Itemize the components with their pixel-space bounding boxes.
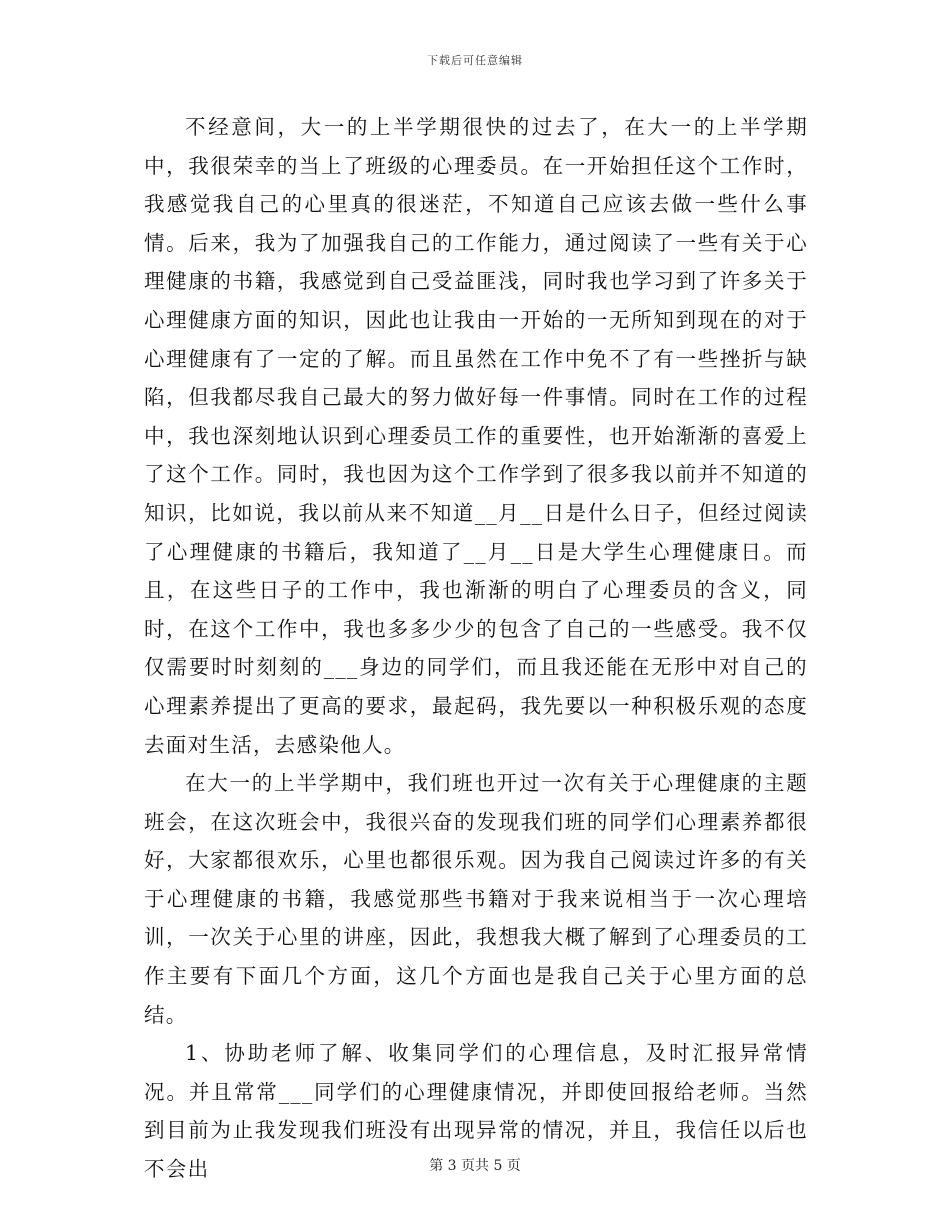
page-number: 第 3 页共 5 页 (429, 1158, 521, 1174)
page-header: 下载后可任意编辑 (427, 54, 523, 67)
document-body (144, 108, 808, 1189)
paragraph-class-meeting: 在大一的上半学期中，我们班也开过一次有关于心理健康的主题班会，在这次班会中，我很兴奋的发现我们班的同学们心理素养都很好，大家都很欢乐，心里也都很乐观。因为我自己阅读过许多的有关于心理健康的书籍，我感觉那些书籍对于我来说相当于一次心理培训，一次关于心里的讲座，因此，我想我大概了解到了心理委员的工作主要有下面几个方面，这几个方面也是我自己关于心里方面的总结。 (144, 771, 808, 1027)
paragraph-duty-1: 1、协助老师了解、收集同学们的心理信息，及时汇报异常情况。并且常常___同学们的心理健康情况，并即使回报给老师。当然到目前为止我发现我们班没有出现异常的情况，并且，我信任以后也不会出 (144, 1041, 808, 1182)
paragraph-intro: 不经意间，大一的上半学期很快的过去了，在大一的上半学期中，我很荣幸的当上了班级的心理委员。在一开始担任这个工作时，我感觉我自己的心里真的很迷茫，不知道自己应该去做一些什么事情。后来，我为了加强我自己的工作能力，通过阅读了一些有关于心理健康的书籍，我感觉到自己受益匪浅，同时我也学习到了许多关于心理健康方面的知识，因此也让我由一开始的一无所知到现在的对于心理健康有了一定的了解。而且虽然在工作中免不了有一些挫折与缺陷，但我都尽我自己最大的努力做好每一件事情。同时在工作的过程中，我也深刻地认识到心理委员工作的重要性，也开始渐渐的喜爱上了这个工作。同时，我也因为这个工作学到了很多我以前并不知道的知识，比如说，我以前从来不知道__月__日是什么日子，但经过阅读了心理健康的书籍后，我知道了__月__日是大学生心理健康日。而且，在这些日子的工作中，我也渐渐的明白了心理委员的含义，同时，在这个工作中，我也多多少少的包含了自己的一些感受。我不仅仅需要时时刻刻的___身边的同学们，而且我还能在无形中对自己的心理素养提出了更高的要求，最起码，我先要以一种积极乐观的态度去面对生活，去感染他人。 (144, 115, 808, 757)
